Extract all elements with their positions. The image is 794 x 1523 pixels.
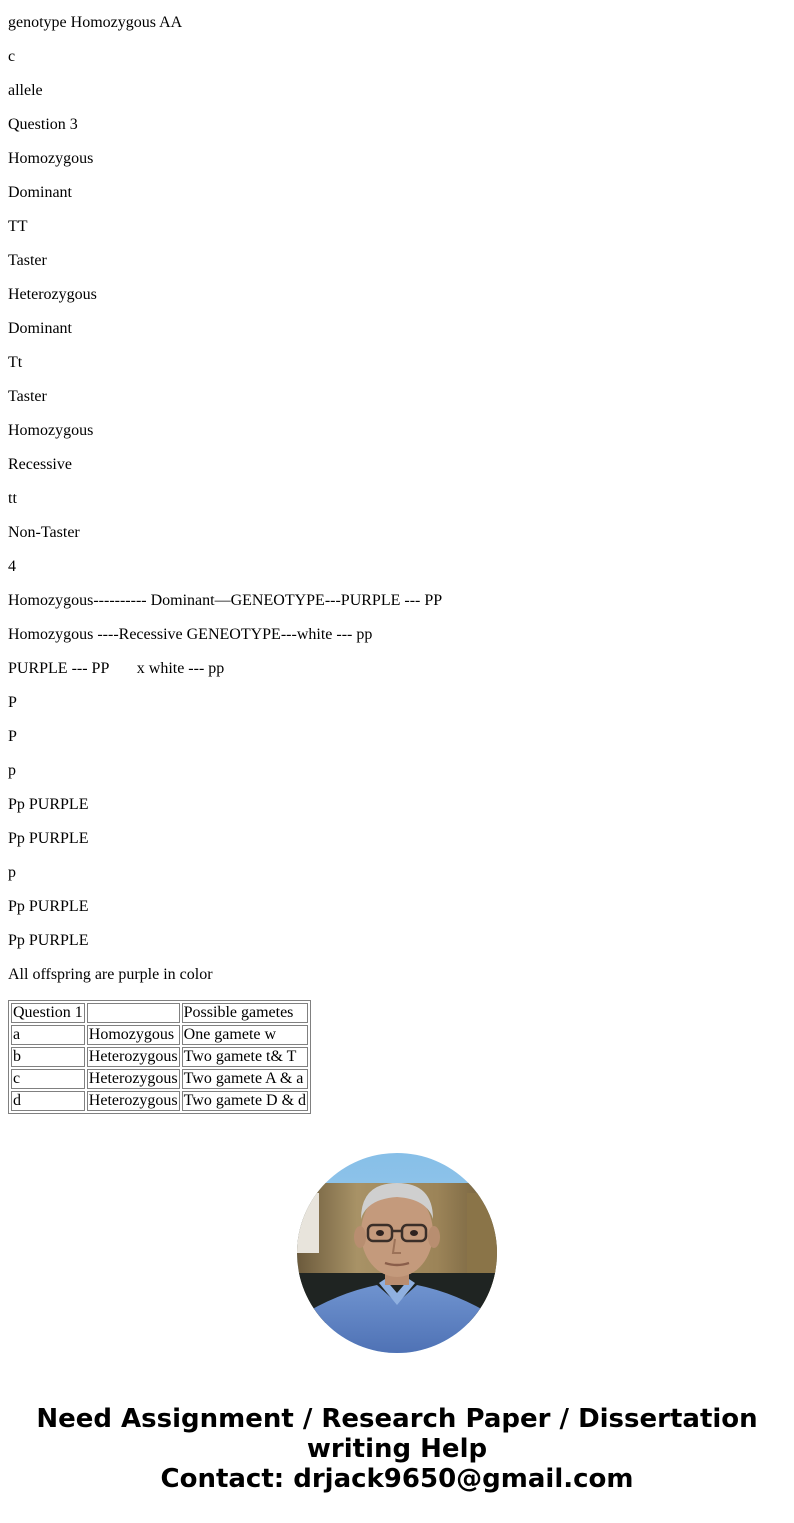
text-line: Pp PURPLE	[8, 830, 89, 847]
text-line: Taster	[8, 252, 47, 269]
contact-email: Contact: drjack9650@gmail.com	[160, 1464, 634, 1494]
text-line: Taster	[8, 388, 47, 405]
table-cell	[87, 1003, 180, 1023]
contact-banner	[0, 1404, 794, 1494]
table-header-row	[11, 1003, 308, 1023]
text-line: Non-Taster	[8, 524, 80, 541]
text-line: Homozygous---------- Dominant—GENEOTYPE---PURPLE --- PP	[8, 592, 443, 609]
conclusion-line: All offspring are purple in color	[8, 966, 213, 983]
table-cell: Question 1	[13, 1004, 83, 1021]
text-line: genotype Homozygous AA	[8, 14, 183, 31]
question-heading: Question 3	[8, 116, 78, 133]
table-cell: b	[11, 1047, 85, 1067]
text-line: allele	[8, 82, 43, 99]
table-row	[11, 1091, 308, 1111]
author-avatar	[297, 1153, 497, 1353]
table-cell: Two gamete t& T	[182, 1047, 308, 1067]
text-line: Homozygous	[8, 150, 94, 167]
table-row	[11, 1069, 308, 1089]
text-line: Recessive	[8, 456, 72, 473]
text-line: Pp PURPLE	[8, 898, 89, 915]
text-line: P	[8, 728, 17, 745]
text-line: Homozygous ----Recessive GENEOTYPE---white --- pp	[8, 626, 373, 643]
text-line: Pp PURPLE	[8, 932, 89, 949]
table-cell: d	[11, 1091, 85, 1111]
author-portrait-icon	[297, 1153, 497, 1353]
text-line: Pp PURPLE	[8, 796, 89, 813]
table-cell: c	[11, 1069, 85, 1089]
text-line: c	[8, 48, 16, 65]
table-cell: One gamete w	[182, 1025, 308, 1045]
text-line: p	[8, 762, 16, 779]
text-line: P	[8, 694, 17, 711]
text-line: Homozygous	[8, 422, 94, 439]
table-cell: Heterozygous	[88, 1048, 178, 1065]
table-cell: Two gamete A & a	[182, 1069, 308, 1089]
table-cell: a	[11, 1025, 85, 1045]
table-cell: Homozygous	[87, 1025, 180, 1045]
text-line: Dominant	[8, 184, 72, 201]
cross-line: PURPLE --- PP x white --- pp	[8, 660, 225, 677]
text-line: p	[8, 864, 16, 881]
table-cell: Possible gametes	[182, 1003, 308, 1023]
text-line: tt	[8, 490, 17, 507]
table-cell: Two gamete D & d	[183, 1092, 307, 1109]
banner-line-1: Need Assignment / Research Paper / Dissertation	[36, 1404, 758, 1434]
table-row	[11, 1047, 308, 1067]
text-line: Heterozygous	[8, 286, 97, 303]
text-line: Tt	[8, 354, 23, 371]
question-number: 4	[8, 558, 16, 575]
table-row	[11, 1025, 308, 1045]
table-cell: Heterozygous	[88, 1070, 178, 1087]
gametes-table	[8, 1000, 311, 1114]
banner-line-2: writing Help	[306, 1434, 488, 1464]
text-line: Dominant	[8, 320, 72, 337]
table-cell: Heterozygous	[88, 1092, 178, 1109]
text-line: TT	[8, 218, 28, 235]
